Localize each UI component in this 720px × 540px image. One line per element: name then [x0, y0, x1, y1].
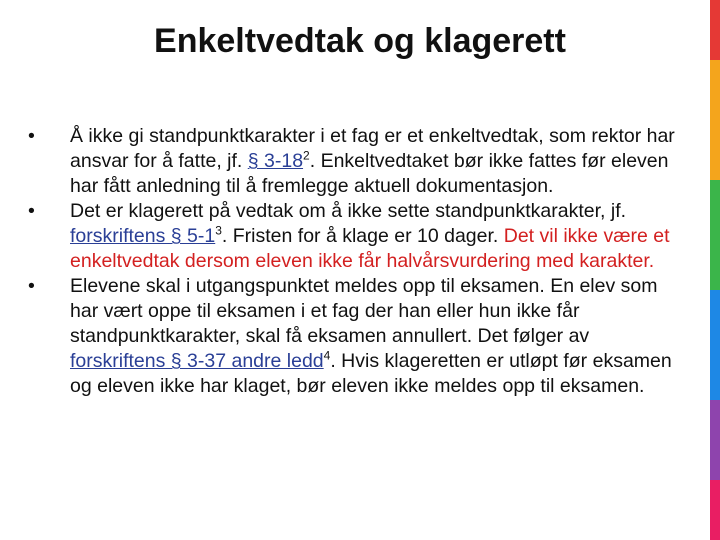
bullet-2	[28, 199, 688, 274]
link-forskriften-3-37[interactable]: forskriftens § 3-37 andre ledd	[70, 350, 324, 372]
bullet-2-text: Det er klagerett på vedtak om å ikke sette standpunktkarakter, jf.	[70, 200, 627, 222]
stripe-green	[710, 180, 720, 290]
bullet-1	[28, 124, 688, 199]
stripe-blue	[710, 290, 720, 400]
link-paragraph-3-18[interactable]: § 3-18	[247, 150, 304, 172]
bullet-3	[28, 274, 688, 399]
bullet-1-text-cont: . Enkeltvedtaket bør ikke fattes før eleven har fått anledning til å fremlegge aktuell dokumentasjon.	[70, 150, 669, 197]
bullet-2-text-cont: . Fristen for å klage er 10 dager.	[221, 225, 504, 247]
slide-title: Enkeltvedtak og klagerett	[154, 22, 566, 60]
bullet-2-highlight: Det vil ikke være et enkeltvedtak dersom eleven ikke får halvårsvurdering med karakter.	[70, 225, 670, 272]
bullet-1-text: Å ikke gi standpunktkarakter i et fag er et enkeltvedtak, som rektor har ansvar for å fatte, jf.	[70, 125, 675, 172]
bullet-3-text-cont: . Hvis klageretten er utløpt før eksamen og eleven ikke har klaget, bør eleven ikke meldes opp til eksamen.	[70, 350, 672, 397]
stripe-purple	[710, 400, 720, 480]
footnote-ref-4: 4	[323, 348, 331, 363]
bullet-list	[28, 124, 688, 399]
footnote-ref-3: 3	[215, 223, 222, 238]
footnote-ref-2: 2	[303, 148, 310, 163]
decorative-color-stripes	[710, 0, 720, 540]
stripe-yellow	[710, 60, 720, 180]
stripe-pink	[710, 480, 720, 540]
link-forskriften-5-1[interactable]: forskriftens § 5-1	[70, 225, 216, 247]
stripe-red	[710, 0, 720, 60]
bullet-3-text: Elevene skal i utgangspunktet meldes opp til eksamen. En elev som har vært oppe til eksamen i et fag der han eller hun ikke får standpunktkarakter, skal få eksamen annullert. Det følger av	[70, 275, 658, 347]
